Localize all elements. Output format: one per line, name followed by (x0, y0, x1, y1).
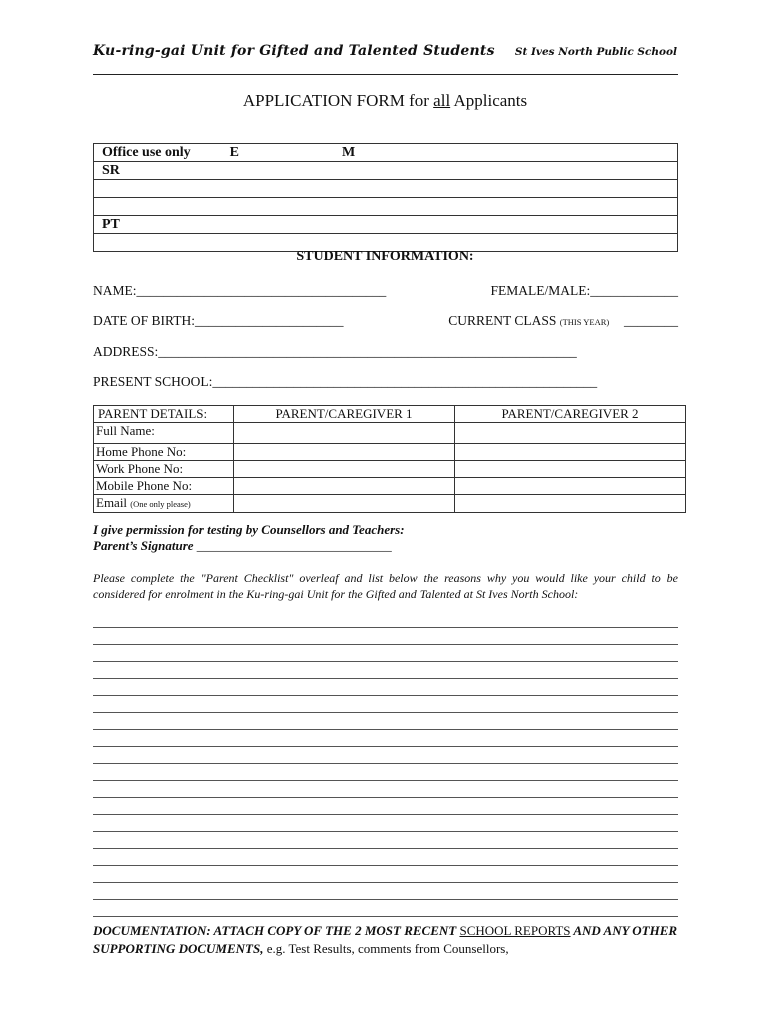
writing-line[interactable] (93, 645, 678, 662)
home-phone-label: Home Phone No: (94, 444, 234, 461)
office-use-cell (94, 144, 678, 162)
caregiver-2-full-name[interactable] (455, 423, 686, 444)
current-class-blank: ________ (624, 313, 678, 328)
writing-line[interactable] (93, 798, 678, 815)
writing-line[interactable] (93, 747, 678, 764)
permission-statement: I give permission for testing by Counsellors and Teachers: (93, 522, 405, 537)
documentation-part-2: AND ANY OTHER SUPPORTING DOCUMENTS, (93, 923, 678, 956)
documentation-part-1: DOCUMENTATION: ATTACH COPY OF THE 2 MOST RECENT (93, 923, 460, 938)
current-class-field[interactable] (448, 313, 678, 329)
writing-line[interactable] (93, 713, 678, 730)
unit-name-header: Ku-ring-gai Unit for Gifted and Talented Students (93, 43, 495, 59)
writing-line[interactable] (93, 730, 678, 747)
address-field[interactable]: ADDRESS:______________________________________________________________ (93, 344, 577, 359)
name-field[interactable]: NAME:_____________________________________ (93, 283, 387, 298)
date-of-birth-field[interactable]: DATE OF BIRTH:______________________ (93, 313, 344, 328)
current-class-label: CURRENT CLASS (448, 313, 557, 328)
parent-header-row (94, 406, 686, 423)
office-m-label: M (342, 145, 356, 160)
office-row-blank (94, 198, 678, 216)
writing-line[interactable] (93, 628, 678, 645)
office-pt-label[interactable]: PT (94, 216, 678, 234)
caregiver-2-home-phone[interactable] (455, 444, 686, 461)
gender-field[interactable]: FEMALE/MALE:_____________ (490, 283, 678, 298)
school-name-header: St Ives North Public School (514, 46, 677, 58)
documentation-part-3: e.g. Test Results, comments from Counsellors, (263, 941, 509, 956)
office-row-sr (94, 162, 678, 180)
caregiver-1-home-phone[interactable] (234, 444, 455, 461)
form-title (0, 91, 770, 111)
checklist-instructions: Please complete the "Parent Checklist" overleaf and list below the reasons why you would like your child to be considered for enrolment in the Ku-ring-gai Unit for the Gifted and Talented at St Ives North School: (93, 571, 678, 601)
parent-row (94, 423, 686, 444)
student-info-heading: STUDENT INFORMATION: (296, 249, 474, 264)
office-row-blank (94, 180, 678, 198)
email-label: Email (96, 495, 128, 510)
office-use-label: Office use only (102, 145, 191, 160)
full-name-label: Full Name: (94, 423, 234, 444)
signature-blank: ______________________________ (196, 538, 392, 553)
parent-row (94, 478, 686, 495)
office-use-table (93, 143, 678, 252)
email-label-cell (94, 495, 234, 513)
caregiver-2-work-phone[interactable] (455, 461, 686, 478)
title-suffix: Applicants (450, 91, 528, 110)
caregiver-2-mobile-phone[interactable] (455, 478, 686, 495)
writing-line[interactable] (93, 866, 678, 883)
writing-line[interactable] (93, 883, 678, 900)
writing-line[interactable] (93, 781, 678, 798)
this-year-note: (THIS YEAR) (559, 317, 610, 327)
documentation-note (93, 922, 683, 958)
parent-row (94, 495, 686, 513)
caregiver-2-header: PARENT/CAREGIVER 2 (455, 406, 686, 423)
office-sr-label[interactable]: SR (94, 162, 678, 180)
writing-line[interactable] (93, 815, 678, 832)
writing-line[interactable] (93, 849, 678, 866)
office-e-label: E (229, 145, 239, 160)
parent-row (94, 461, 686, 478)
parent-details-table (93, 405, 686, 513)
work-phone-label: Work Phone No: (94, 461, 234, 478)
mobile-phone-label: Mobile Phone No: (94, 478, 234, 495)
writing-line[interactable] (93, 679, 678, 696)
signature-line[interactable] (93, 538, 392, 554)
writing-line[interactable] (93, 764, 678, 781)
parent-row (94, 444, 686, 461)
caregiver-1-email[interactable] (234, 495, 455, 513)
writing-line[interactable] (93, 900, 678, 917)
writing-line[interactable] (93, 611, 678, 628)
office-blank-cell[interactable] (94, 198, 678, 216)
caregiver-1-header: PARENT/CAREGIVER 1 (234, 406, 455, 423)
writing-line[interactable] (93, 696, 678, 713)
present-school-field[interactable]: PRESENT SCHOOL:_________________________________________________________ (93, 374, 598, 389)
caregiver-2-email[interactable] (455, 495, 686, 513)
title-underlined-word: all (433, 91, 451, 110)
caregiver-1-full-name[interactable] (234, 423, 455, 444)
title-prefix: APPLICATION FORM for (242, 91, 434, 110)
signature-label: Parent’s Signature (93, 538, 194, 553)
reasons-writing-area[interactable] (93, 611, 678, 917)
caregiver-1-mobile-phone[interactable] (234, 478, 455, 495)
school-reports-emphasis: SCHOOL REPORTS (459, 923, 571, 938)
office-row-pt (94, 216, 678, 234)
writing-line[interactable] (93, 662, 678, 679)
header-rule (93, 74, 678, 75)
office-row-1 (94, 144, 678, 162)
office-blank-cell[interactable] (94, 180, 678, 198)
email-note: (One only please) (130, 499, 191, 509)
caregiver-1-work-phone[interactable] (234, 461, 455, 478)
parent-details-header: PARENT DETAILS: (94, 406, 234, 423)
writing-line[interactable] (93, 832, 678, 849)
